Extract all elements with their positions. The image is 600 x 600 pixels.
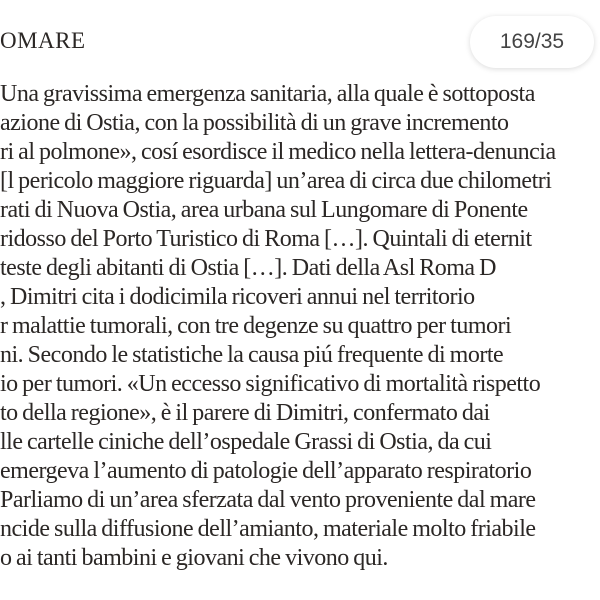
text-line: Una gravissima emergenza sanitaria, alla quale è sottoposta: [0, 81, 535, 107]
text-line: o ai tanti bambini e giovani che vivono qui.: [0, 545, 388, 571]
text-line: ridosso del Porto Turistico di Roma […]. Quintali di eternit: [0, 226, 532, 252]
page-number-label: 169/35: [499, 30, 565, 53]
page-body-text: [0, 80, 600, 573]
text-line: r malattie tumorali, con tre degenze su quattro per tumori: [0, 313, 512, 339]
text-line: azione di Ostia, con la possibilità di un grave incremento: [0, 110, 509, 136]
text-line: Parliamo di un’area sferzata dal vento proveniente dal mare: [0, 487, 536, 513]
text-line: lle cartelle ciniche dell’ospedale Grassi di Ostia, da cui: [0, 429, 492, 455]
text-line: io per tumori. «Un eccesso significativo di mortalità rispetto: [0, 371, 541, 397]
text-line: [l pericolo maggiore riguarda] un’area di circa due chilometri: [0, 168, 552, 194]
running-header: OMARE: [0, 28, 86, 53]
text-line: , Dimitri cita i dodicimila ricoveri annui nel territorio: [0, 284, 475, 310]
text-line: teste degli abitanti di Ostia […]. Dati della Asl Roma D: [0, 255, 496, 281]
text-line: rati di Nuova Ostia, area urbana sul Lungomare di Ponente: [0, 197, 528, 223]
text-line: ncide sulla diffusione dell’amianto, materiale molto friabile: [0, 516, 536, 542]
text-line: emergeva l’aumento di patologie dell’apparato respiratorio: [0, 458, 532, 484]
text-line: ri al polmone», cosí esordisce il medico nella lettera-denuncia: [0, 139, 556, 165]
text-line: ni. Secondo le statistiche la causa piú frequente di morte: [0, 342, 504, 368]
page-indicator[interactable]: [470, 16, 594, 68]
text-line: to della regione», è il parere di Dimitri, confermato dai: [0, 400, 490, 426]
